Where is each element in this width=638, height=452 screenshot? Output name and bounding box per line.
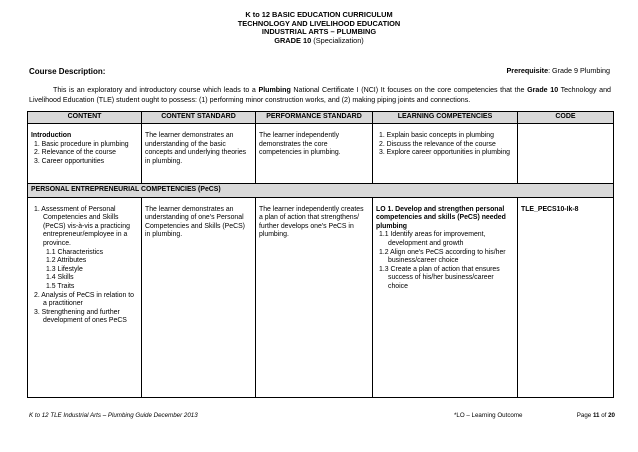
pecs-performance-standard: The learner independently creates a plan of action that strengthens/ further develops one's PeCS in plumbing.	[256, 197, 373, 397]
table-row	[28, 124, 614, 184]
header-line-3: INDUSTRIAL ARTS – PLUMBING	[261, 27, 377, 37]
intro-content-standard: The learner demonstrates an understanding of the basic concepts and underlying theories in plumbing.	[142, 124, 256, 184]
header-learning-competencies: LEARNING COMPETENCIES	[373, 112, 518, 124]
document-header	[0, 11, 638, 45]
intro-content-list: 1. Basic procedure in plumbing 2. Relevance of the course 3. Career opportunities	[34, 140, 129, 165]
pecs-content: 1. Assessment of Personal Competencies and Skills (PeCS) vis-à-vis a practicing entrepreneur/employee in a province. 1.1 Characteristics 1.2 Attributes 1.3 Lifestyle 1.4 Skills 1.5 Traits 2. Analysis of PeCS in relation to a practitioner 3. Strengthening and further development of ones PeCS	[28, 197, 142, 397]
intro-performance-standard: The learner independently demonstrates the core competencies in plumbing.	[256, 124, 373, 184]
pecs-content-standard: The learner demonstrates an understanding of one's Personal Competencies and Skills (PeCS) in plumbing.	[142, 197, 256, 397]
table-row	[28, 197, 614, 397]
header-grade	[0, 37, 638, 46]
intro-competencies: 1. Explain basic concepts in plumbing 2. Discuss the relevance of the course 3. Explore career opportunities in plumbing	[373, 124, 518, 184]
header-performance-standard: PERFORMANCE STANDARD	[256, 112, 373, 124]
section-title: PERSONAL ENTREPRENEURIAL COMPETENCIES (PeCS)	[28, 184, 614, 198]
prerequisite-label: Prerequisite	[506, 66, 549, 75]
course-description-label: Course Description:	[29, 67, 106, 76]
prerequisite-value: : Grade 9 Plumbing	[548, 66, 610, 75]
course-description-text: This is an exploratory and introductory course which leads to a Plumbing National Certificate I (NCI) It focuses on the core competencies that the Grade 10 Technology and Livelihood Education (TLE) student ought to possess: (1) performing minor construction works, and (2) making piping joints and connections.	[29, 86, 611, 104]
section-row	[28, 184, 614, 198]
header-content-standard: CONTENT STANDARD	[142, 112, 256, 124]
header-content: CONTENT	[28, 112, 142, 124]
lo-title: LO 1. Develop and strengthen personal competencies and skills (PeCS) needed plumbing	[376, 205, 506, 230]
intro-code	[518, 124, 614, 184]
footer-lo-note: *LO – Learning Outcome	[454, 412, 523, 419]
table-header-row	[28, 112, 614, 124]
prerequisite	[507, 66, 610, 75]
intro-title: Introduction	[31, 132, 72, 139]
pecs-competencies: LO 1. Develop and strengthen personal competencies and skills (PeCS) needed plumbing 1.1 Identify areas for improvement, development and growth 1.2 Align one's PeCS according to his/her business/career choice 1.3 Create a plan of action that ensures success of his/her business/career choice	[373, 197, 518, 397]
footer-guide-title: K to 12 TLE Industrial Arts – Plumbing Guide December 2013	[29, 412, 198, 419]
header-code: CODE	[518, 112, 614, 124]
grade-note: (Specialization)	[311, 35, 364, 45]
page-number: Page 11 of 20	[576, 412, 615, 419]
curriculum-table	[27, 111, 614, 398]
header-line-2: TECHNOLOGY AND LIVELIHOOD EDUCATION	[237, 18, 401, 28]
grade-label: GRADE 10	[274, 35, 312, 45]
intro-content	[28, 124, 142, 184]
pecs-code: TLE_PECS10-Ik-8	[518, 197, 614, 397]
header-line-1: K to 12 BASIC EDUCATION CURRICULUM	[245, 10, 393, 19]
